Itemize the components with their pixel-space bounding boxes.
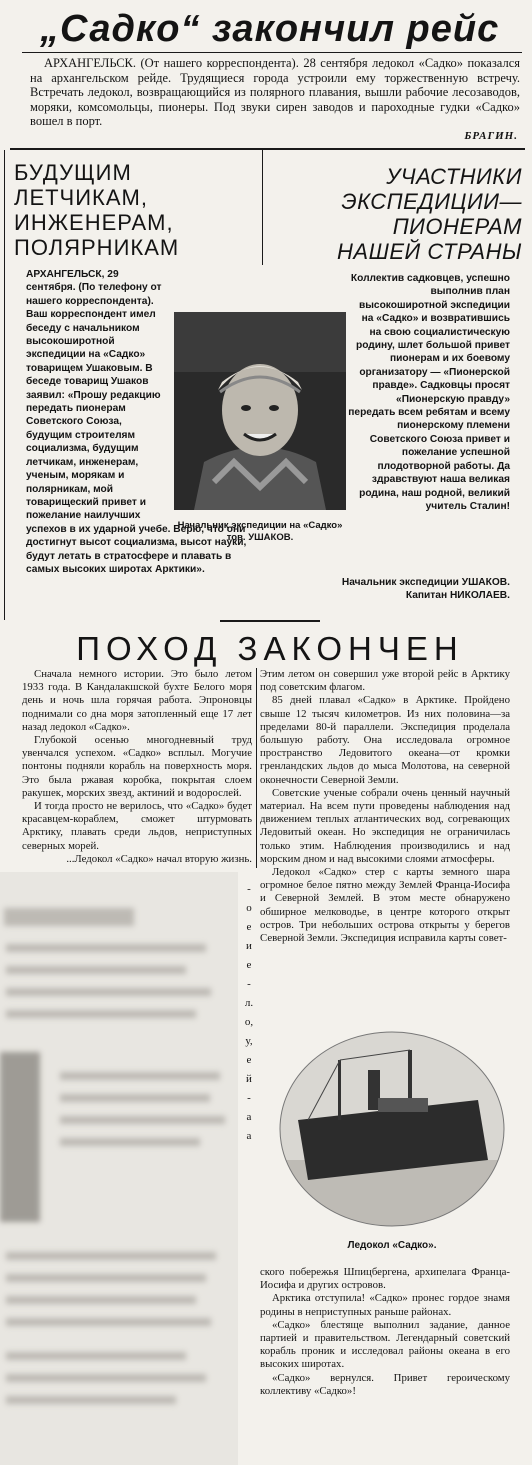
fragment: й	[246, 1073, 252, 1085]
fragment: о,	[244, 1016, 254, 1028]
paragraph: 85 дней плавал «Садко» в Арктике. Пройдено свыше 12 тысяч километров. Из них половина—за пределами 80-й параллели. Экспедиция проделала большую работу. Она исследовала огромное пространство Ледовитого океана—от кромки гренландских льдов до мыса Молотова, на северной оконечности Северной Земли.	[260, 694, 510, 786]
column-two-continued	[260, 1266, 510, 1398]
paragraph: ского побережья Шпицбергена, архипелага Франца-Иосифа и других островов.	[260, 1266, 510, 1292]
divider	[22, 52, 522, 53]
column-one	[22, 668, 252, 866]
headline-line: ЭКСПЕДИЦИИ—	[341, 189, 522, 214]
column-rule	[262, 150, 263, 265]
sadko-greeting-text: Коллектив садковцев, успешно выполнив план высокоширотной экспедиции на «Садко» и возвратившись на свою социалистическую родину, шлет большой привет пионерам и их боевому организатору — «Пионерской правде». Садковцы просят «Пионерскую правду» передать всем ребятам и всему пионерскому племени Советского Союза привет и пожелание успешной плодотворной работы. Да здравствуют наша великая родина, наш родной, великий учитель Сталин!	[348, 273, 510, 512]
fragment: -	[247, 978, 251, 990]
column-two	[260, 668, 510, 945]
headline-sadko-finished: „Садко“ закончил рейс	[40, 8, 500, 50]
divider	[10, 148, 525, 150]
blurred-adjacent-page	[0, 872, 238, 1465]
paragraph: Этим летом он совершил уже второй рейс в Арктику под советским флагом.	[260, 668, 510, 694]
signature-ushakov: Начальник экспедиции УШАКОВ.	[341, 577, 510, 588]
lead-text: АРХАНГЕЛЬСК. (От нашего корреспондента). 28 сентября ледокол «Садко» показался на архангельском рейде. Трудящиеся города устроили ему торжественную встречу. Встречать ледокол, возвращающийся из полярного плавания, вышли рабочие лесозаводов, моряки, комсомольцы, пионеры. Под звуки сирен заводов и пароходные гудки «Садко» вошел в порт.	[30, 56, 520, 129]
headline-line: НАШЕЙ СТРАНЫ	[337, 239, 522, 264]
sadko-greeting	[348, 272, 510, 513]
paragraph: Сначала немного истории. Это было летом 1933 года. В Кандалакшской бухте Белого моря день и ночь шла горячая работа. Эпроновцы поднимали со дна моря затопленный еще 17 лет назад ледокол «Садко».	[22, 668, 252, 733]
fragment: а	[246, 1111, 252, 1123]
paragraph: Арктика отступила! «Садко» пронес гордое знамя родины в неприступных раньше районах.	[260, 1292, 510, 1318]
fragment: -	[247, 883, 251, 895]
fragment: е	[246, 959, 252, 971]
headline-line: УЧАСТНИКИ	[386, 164, 522, 189]
headline-line: ПИОНЕРАМ	[392, 214, 522, 239]
paragraph: ...Ледокол «Садко» начал вторую жизнь.	[66, 852, 252, 865]
future-pilots-headline	[14, 160, 179, 260]
ship-caption: Ледокол «Садко».	[347, 1240, 437, 1251]
ushakov-portrait-photo	[174, 312, 346, 510]
headline-campaign-finished: ПОХОД ЗАКОНЧЕН	[76, 630, 464, 667]
paragraph: И тогда просто не верилось, что «Садко» будет красавцем-кораблем, сможет штурмовать Арктику, плавать среди льдов, неприступных северных морей.	[22, 800, 252, 852]
signature-nikolaev: Капитан НИКОЛАЕВ.	[405, 590, 510, 602]
column-rule	[256, 668, 257, 868]
margin-fragments	[242, 880, 256, 1146]
ship-image	[278, 1030, 506, 1228]
fragment: и	[246, 940, 252, 952]
fragment: е	[246, 1054, 252, 1066]
headline-line: БУДУЩИМ	[14, 160, 132, 185]
lead-article	[30, 56, 520, 129]
left-margin-rule	[4, 150, 5, 620]
fragment: а	[246, 1130, 252, 1142]
ushakov-interview-text: АРХАНГЕЛЬСК, 29 сентября. (По телефону от нашего корреспондента). Ваш корреспондент имел беседу с начальником высокоширотной экспедиции на «Садко» товарищем Ушаковым. В беседе товарищ Ушаков заявил: «Прошу редакцию передать пионерам Советского Союза, будущим строителям социализма, будущим летчикам, инженерам, ученым, морякам и полярникам, мой товарищеский привет и пожелание наилучших успехов в их ударной учебе. Верю, что они достигнут высот социализма, высот науки, будут летать в стратосфере и плавать в самых высоких широтах Арктики».	[26, 269, 247, 575]
paragraph: Глубокой осенью многодневный труд увенчался успехом. «Садко» всплыл. Могучие понтоны подняли корабль на поверхность моря. Это была ржавая коробка, покрытая слоем ракушек, морских звезд, актиний и водорослей.	[22, 734, 252, 799]
icebreaker-sadko-photo	[278, 1030, 506, 1228]
lead-signature: БРАГИН.	[464, 130, 518, 142]
fragment: л.	[244, 997, 254, 1009]
expedition-members-headline	[270, 164, 522, 264]
photo-caption: Начальник экспедиции на «Садко» тов. УШАКОВ.	[177, 520, 343, 543]
paragraph: «Садко» блестяще выполнил задание, данное партией и правительством. Легендарный советский корабль проник и исследовал районы океана в его высоких широтах.	[260, 1318, 510, 1371]
headline-line: ИНЖЕНЕРАМ,	[14, 210, 174, 235]
headline-line: ПОЛЯРНИКАМ	[14, 235, 180, 260]
headline-line: ЛЕТЧИКАМ,	[14, 185, 148, 210]
paragraph: Советские ученые собрали очень ценный научный материал. На всем пути проведены наблюдения над движением теплых атлантических вод, согревающих Ледовитый океан. Но экспедиция не ограничилась только этим. Наблюдения производились и над морским дном и над высокими слоями атмосферы.	[260, 786, 510, 865]
divider	[220, 620, 320, 622]
fragment: е	[246, 921, 252, 933]
fragment: у,	[245, 1035, 253, 1047]
paragraph: «Садко» вернулся. Привет героическому коллективу «Садко»!	[260, 1371, 510, 1397]
signatures	[270, 576, 510, 603]
fragment: о	[246, 902, 252, 914]
fragment: -	[247, 1092, 251, 1104]
portrait-image	[174, 312, 346, 510]
paragraph: Ледокол «Садко» стер с карты земного шара огромное белое пятно между Землей Франца-Иосифа и Северной Землей. В этом месте обнаружено обширное мелководье, в центре которого открыт остров. Три небольших острова открыты у берегов Северной Земли. Экспедиция исправила карты совет-	[260, 866, 510, 945]
